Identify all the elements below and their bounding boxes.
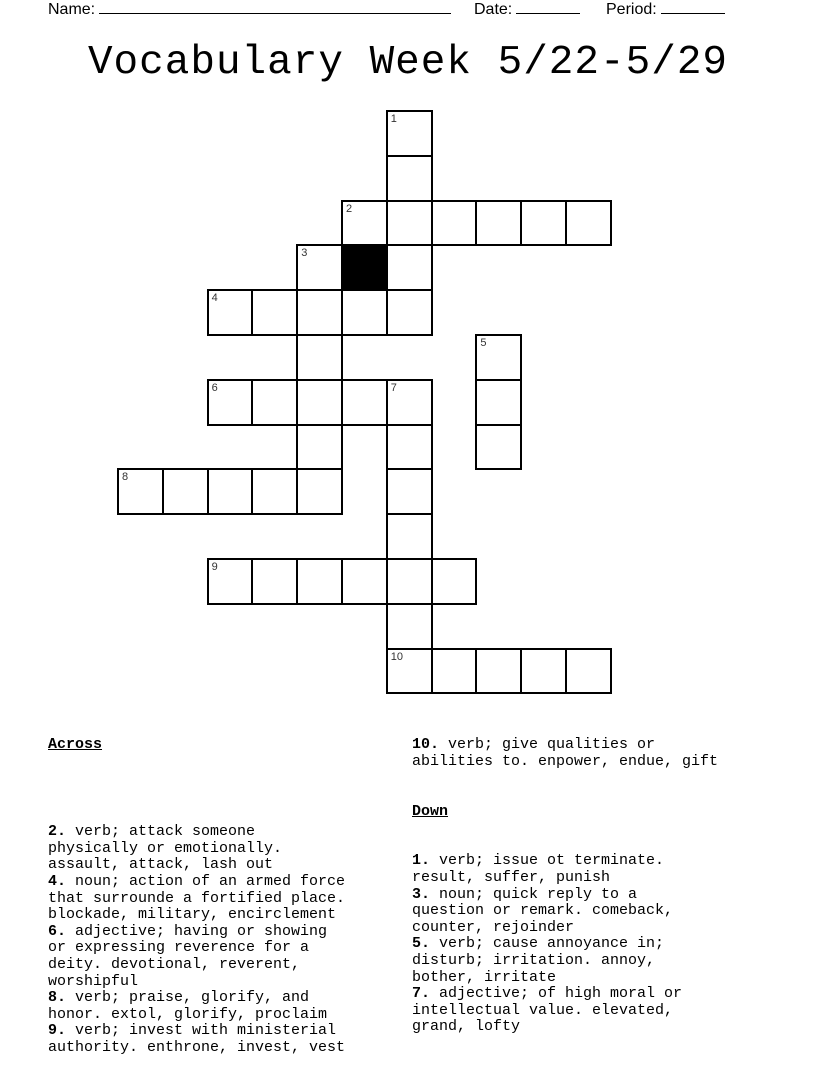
crossword-cell[interactable] <box>520 200 567 247</box>
clue-line <box>48 990 345 1007</box>
clue-number-label: 3. <box>412 885 440 903</box>
crossword-cell[interactable] <box>386 155 433 202</box>
crossword-cell[interactable] <box>251 558 298 605</box>
clue-line <box>412 754 718 771</box>
crossword-cell[interactable] <box>431 648 478 695</box>
clue-text: adjective; having or showing <box>75 922 328 940</box>
clue-text: verb; cause annoyance in; <box>439 935 665 953</box>
crossword-cell[interactable] <box>386 200 433 247</box>
across-heading: Across <box>48 736 103 754</box>
clue-line <box>48 841 345 858</box>
clue-number: 5 <box>480 337 487 349</box>
clue-number: 4 <box>211 292 218 305</box>
clue-number-label: 6. <box>48 922 76 940</box>
clue-number-label: 7. <box>412 985 440 1003</box>
crossword-cell[interactable] <box>296 468 343 515</box>
clue-text: authority. enthrone, invest, vest <box>48 1038 346 1056</box>
clue-line <box>48 1023 345 1040</box>
date-label: Date: <box>474 1 513 18</box>
clue-line <box>412 953 718 970</box>
clue-text: noun; action of an armed force <box>75 872 346 890</box>
down-list <box>412 853 718 1036</box>
across-list <box>48 824 345 1056</box>
clue-number: 7 <box>390 381 397 394</box>
across-clue <box>48 874 345 924</box>
crossword-cell[interactable] <box>341 289 388 336</box>
clue-number-label: 1. <box>412 852 440 870</box>
clue-text: honor. extol, glorify, proclaim <box>48 1005 328 1023</box>
clue-text: verb; issue ot terminate. <box>439 852 665 870</box>
clue-line <box>48 1040 345 1057</box>
clue-line <box>48 974 345 991</box>
clue-line <box>412 853 718 870</box>
across-clue-10 <box>412 737 718 770</box>
crossword-cell[interactable] <box>296 424 343 471</box>
clue-line <box>412 970 718 987</box>
crossword-cell[interactable] <box>565 200 612 247</box>
name-field[interactable] <box>48 0 451 19</box>
clue-line <box>412 870 718 887</box>
clue-text: result, suffer, punish <box>412 868 611 886</box>
crossword-cell[interactable] <box>431 558 478 605</box>
clue-line <box>412 1019 718 1036</box>
clue-line <box>48 907 345 924</box>
clue-line <box>412 737 718 754</box>
clue-text: counter, rejoinder <box>412 918 575 936</box>
crossword-cell[interactable] <box>296 379 343 426</box>
down-clue <box>412 936 718 986</box>
crossword-cell[interactable] <box>207 379 254 426</box>
clue-text: deity. devotional, reverent, <box>48 955 301 973</box>
black-square <box>341 244 388 291</box>
crossword-cell[interactable] <box>386 603 433 650</box>
clue-text: noun; quick reply to a <box>439 885 638 903</box>
clue-line <box>48 924 345 941</box>
crossword-cell[interactable] <box>475 648 522 695</box>
crossword-cell[interactable] <box>475 200 522 247</box>
clue-text: verb; attack someone <box>75 823 256 841</box>
crossword-cell[interactable] <box>341 200 388 247</box>
clue-number-label: 8. <box>48 989 76 1007</box>
clue-number-label: 5. <box>412 935 440 953</box>
clue-number-label: 2. <box>48 823 76 841</box>
crossword-cell[interactable] <box>386 110 433 157</box>
clue-number: 6 <box>211 381 218 394</box>
clue-line <box>412 903 718 920</box>
clue-line <box>48 857 345 874</box>
across-clue <box>412 737 718 770</box>
crossword-cell[interactable] <box>341 558 388 605</box>
period-blank-line[interactable] <box>661 0 725 14</box>
crossword-cell[interactable] <box>386 424 433 471</box>
crossword-cell[interactable] <box>296 244 343 291</box>
crossword-cell[interactable] <box>475 379 522 426</box>
crossword-cell[interactable] <box>431 200 478 247</box>
clue-text: bother, irritate <box>412 968 557 986</box>
down-clue <box>412 887 718 937</box>
date-blank-line[interactable] <box>516 0 580 14</box>
crossword-cell[interactable] <box>386 513 433 560</box>
crossword-cell[interactable] <box>162 468 209 515</box>
crossword-cell[interactable] <box>386 289 433 336</box>
clue-text: question or remark. comeback, <box>412 902 674 920</box>
crossword-cell[interactable] <box>251 379 298 426</box>
crossword-cell[interactable] <box>296 334 343 381</box>
clue-text: disturb; irritation. annoy, <box>412 951 656 969</box>
clue-number-label: 9. <box>48 1022 76 1040</box>
clue-line <box>412 920 718 937</box>
clue-line <box>48 940 345 957</box>
clue-line <box>412 986 718 1003</box>
clue-number: 2 <box>346 202 353 215</box>
clue-number-label: 4. <box>48 872 76 890</box>
crossword-cell[interactable] <box>251 468 298 515</box>
clue-text: verb; give qualities or <box>448 736 656 754</box>
clue-text: worshipful <box>48 972 139 990</box>
clue-line <box>48 891 345 908</box>
clue-line <box>48 874 345 891</box>
crossword-cell[interactable] <box>386 558 433 605</box>
crossword-cell[interactable] <box>386 379 433 426</box>
page-title: Vocabulary Week 5/22-5/29 <box>87 40 729 86</box>
crossword-cell[interactable] <box>117 468 164 515</box>
down-clue <box>412 853 718 886</box>
period-field[interactable] <box>606 0 725 19</box>
down-heading: Down <box>412 802 449 820</box>
clue-line <box>48 957 345 974</box>
clue-text: physically or emotionally. <box>48 839 283 857</box>
crossword-cell[interactable] <box>386 468 433 515</box>
clue-text: grand, lofty <box>412 1018 521 1036</box>
crossword-cell[interactable] <box>341 379 388 426</box>
across-clues <box>48 704 345 1073</box>
clue-number: 3 <box>301 247 308 260</box>
clue-text: abilities to. enpower, endue, gift <box>412 752 719 770</box>
clue-line <box>412 936 718 953</box>
clue-number: 1 <box>390 113 397 125</box>
clue-number: 10 <box>390 650 404 663</box>
clue-line <box>412 1003 718 1020</box>
crossword-cell[interactable] <box>565 648 612 695</box>
clue-text: blockade, military, encirclement <box>48 906 337 924</box>
clue-text: verb; invest with ministerial <box>75 1022 337 1040</box>
crossword-cell[interactable] <box>475 424 522 471</box>
clue-line <box>412 887 718 904</box>
clue-number-label: 10. <box>412 736 449 754</box>
crossword-cell[interactable] <box>296 289 343 336</box>
clue-text: or expressing reverence for a <box>48 939 310 957</box>
clue-text: assault, attack, lash out <box>48 856 274 874</box>
clue-text: intellectual value. elevated, <box>412 1001 674 1019</box>
across-clue <box>48 990 345 1023</box>
clue-line <box>48 1007 345 1024</box>
across-clue <box>48 1023 345 1056</box>
crossword-cell[interactable] <box>386 648 433 695</box>
clue-line <box>48 824 345 841</box>
across-clue <box>48 924 345 990</box>
across-clue <box>48 824 345 874</box>
date-field[interactable] <box>474 0 580 19</box>
crossword-cell[interactable] <box>207 468 254 515</box>
crossword-cell[interactable] <box>251 289 298 336</box>
crossword-cell[interactable] <box>386 244 433 291</box>
period-label: Period: <box>606 1 657 18</box>
down-clues <box>412 704 718 1052</box>
clue-text: that surrounde a fortified place. <box>48 889 346 907</box>
down-clue <box>412 986 718 1036</box>
crossword-cell[interactable] <box>475 334 522 381</box>
crossword-cell[interactable] <box>207 289 254 336</box>
crossword-cell[interactable] <box>520 648 567 695</box>
crossword-cell[interactable] <box>296 558 343 605</box>
worksheet-header <box>0 0 816 22</box>
clue-text: adjective; of high moral or <box>439 985 683 1003</box>
name-label: Name: <box>48 1 96 18</box>
clue-number: 9 <box>211 561 218 573</box>
name-blank-line[interactable] <box>99 0 451 14</box>
crossword-cell[interactable] <box>207 558 254 605</box>
clue-number: 8 <box>122 471 129 484</box>
clue-text: verb; praise, glorify, and <box>75 989 310 1007</box>
